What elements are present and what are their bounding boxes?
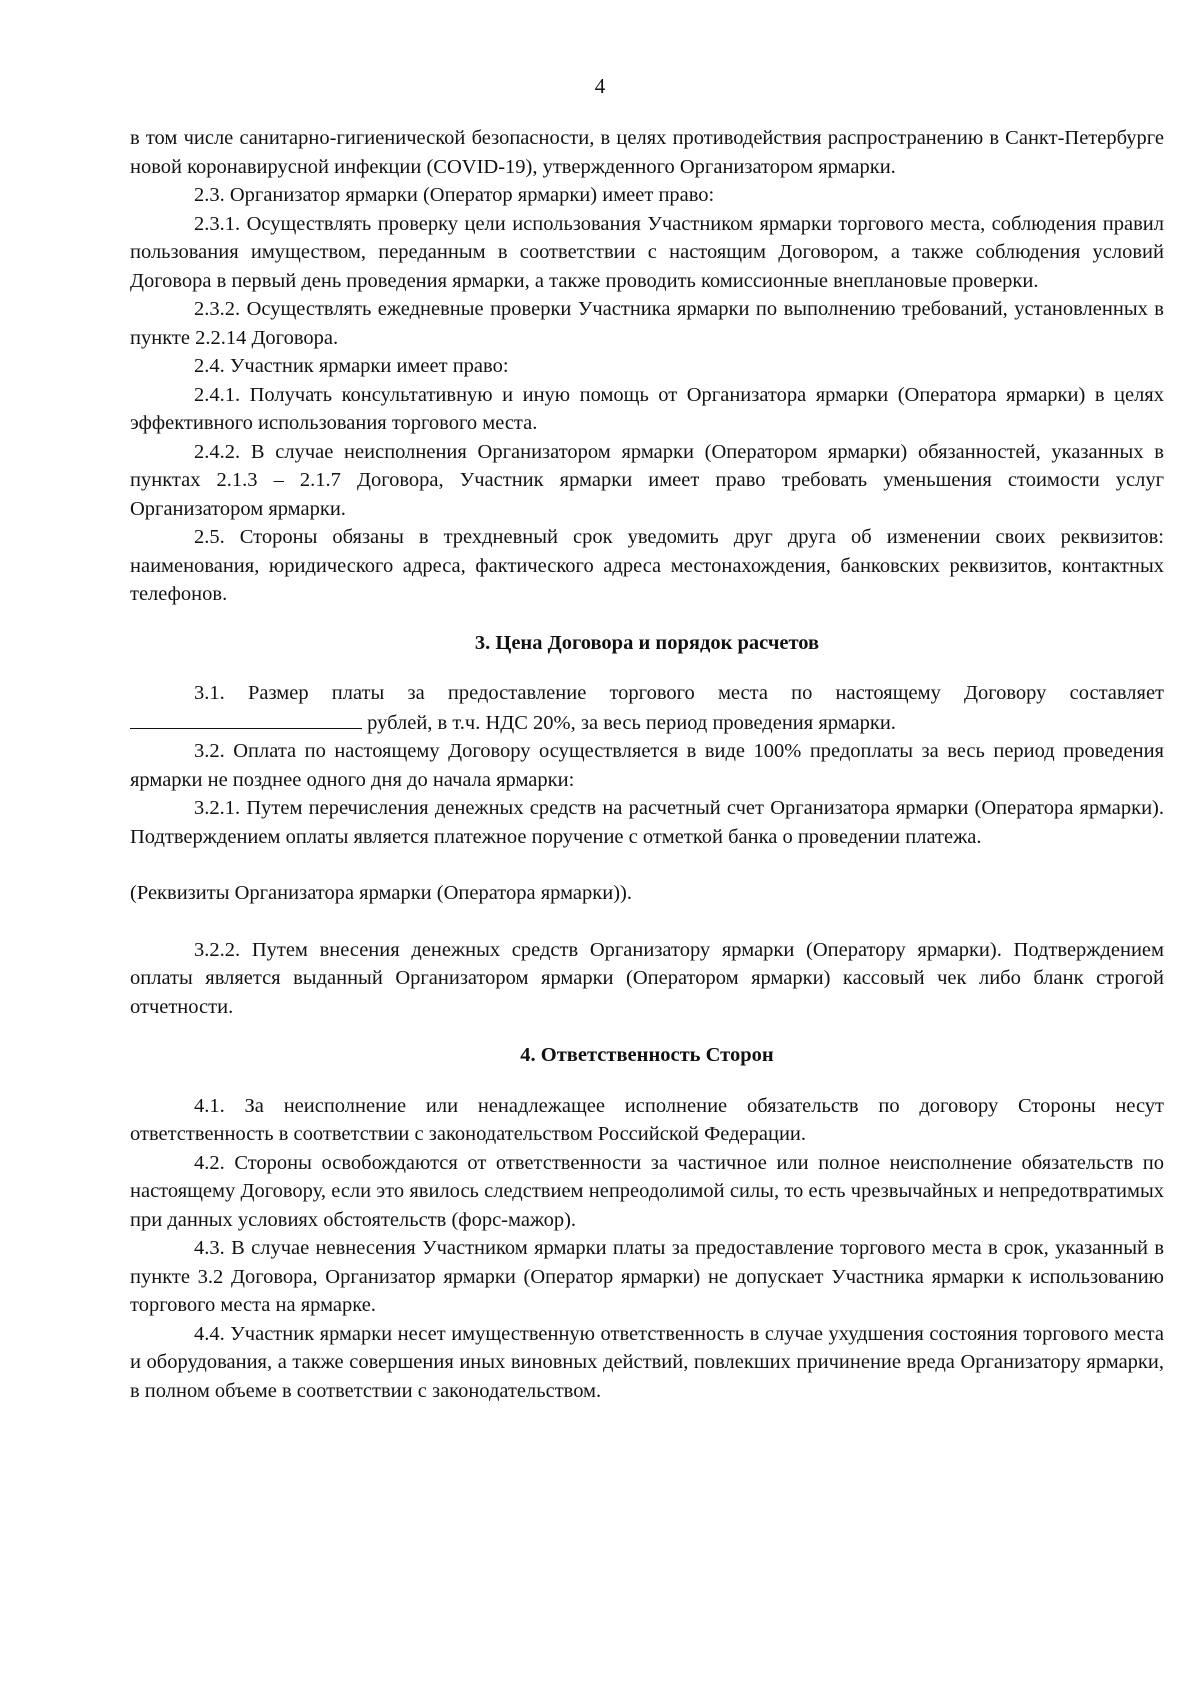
paragraph-3-2-2: 3.2.2. Путем внесения денежных средств Организатору ярмарки (Оператору ярмарки). Подтверждением оплаты является выданный Организатором ярмарки (Оператором ярмарки) кассовый чек либо бланк строгой отчетности.	[130, 938, 1164, 1018]
paragraph-2-2-continued: в том числе санитарно-гигиенической безопасности, в целях противодействия распространению в Санкт-Петербурге новой коронавирусной инфекции (COVID-19), утвержденного Организатором ярмарки.	[130, 127, 1164, 178]
paragraph-2-4-1: 2.4.1. Получать консультативную и иную помощь от Организатора ярмарки (Оператора ярмарки) в целях эффективного использования торгового места.	[130, 383, 1164, 434]
paragraph-3-1-rest: рублей, в т.ч. НДС 20%, за весь период проведения ярмарки.	[362, 711, 896, 734]
paragraph-4-2: 4.2. Стороны освобождаются от ответственности за частичное или полное неисполнение обязательств по настоящему Договору, если это явилось следствием непреодолимой силы, то есть чрезвычайных и непредотвратимых при данных условиях обстоятельств (форс-мажор).	[130, 1151, 1164, 1231]
paragraph-2-5: 2.5. Стороны обязаны в трехдневный срок уведомить друг друга об изменении своих реквизитов: наименования, юридического адреса, фактического адреса местонахождения, банковских реквизитов, контактных телефонов.	[130, 526, 1164, 605]
price-blank-line	[130, 708, 362, 729]
paragraph-3-1-text: 3.1. Размер платы за предоставление торгового места по настоящему Договору составляет	[194, 682, 1164, 704]
paragraph-2-3-2: 2.3.2. Осуществлять ежедневные проверки Участника ярмарки по выполнению требований, установленных в пункте 2.2.14 Договора.	[130, 298, 1164, 349]
paragraph-2-4: 2.4. Участник ярмарки имеет право:	[194, 355, 509, 377]
paragraph-3-2-1: 3.2.1. Путем перечисления денежных средств на расчетный счет Организатора ярмарки (Оператора ярмарки). Подтверждением оплаты является платежное поручение с отметкой банка о проведении платежа.	[130, 797, 1164, 848]
requisites-note: (Реквизиты Организатора ярмарки (Оператора ярмарки)).	[130, 882, 632, 904]
paragraph-2-4-2: 2.4.2. В случае неисполнения Организатором ярмарки (Оператором ярмарки) обязанностей, указанных в пунктах 2.1.3 – 2.1.7 Договора, Участник ярмарки имеет право требовать уменьшения стоимости услуг Организатором ярмарки.	[130, 440, 1164, 520]
paragraph-2-3: 2.3. Организатор ярмарки (Оператор ярмарки) имеет право:	[194, 184, 715, 206]
document-body	[130, 124, 1164, 1405]
paragraph-3-2: 3.2. Оплата по настоящему Договору осуществляется в виде 100% предоплаты за весь период проведения ярмарки не позднее одного дня до начала ярмарки:	[130, 740, 1164, 791]
paragraph-4-1: 4.1. За неисполнение или ненадлежащее исполнение обязательств по договору Стороны несут ответственность в соответствии с законодательством Российской Федерации.	[130, 1094, 1164, 1145]
section-3-heading: 3. Цена Договора и порядок расчетов	[474, 631, 820, 654]
paragraph-3-1	[130, 679, 1164, 737]
paragraph-2-3-1: 2.3.1. Осуществлять проверку цели использования Участником ярмарки торгового места, соблюдения правил пользования имуществом, переданным в соответствии с настоящим Договором, а также соблюдения условий Договора в первый день проведения ярмарки, а также проводить комиссионные внеплановые проверки.	[130, 212, 1164, 292]
paragraph-4-3: 4.3. В случае невнесения Участником ярмарки платы за предоставление торгового места в срок, указанный в пункте 3.2 Договора, Организатор ярмарки (Оператор ярмарки) не допускает Участника ярмарки к использованию торгового места на ярмарке.	[130, 1237, 1164, 1316]
section-4-heading: 4. Ответственность Сторон	[520, 1044, 774, 1066]
page-number: 4	[594, 74, 606, 98]
paragraph-4-4: 4.4. Участник ярмарки несет имущественную ответственность в случае ухудшения состояния торгового места и оборудования, а также совершения иных виновных действий, повлекших причинение вреда Организатору ярмарки, в полном объеме в соответствии с законодательством.	[130, 1322, 1164, 1402]
